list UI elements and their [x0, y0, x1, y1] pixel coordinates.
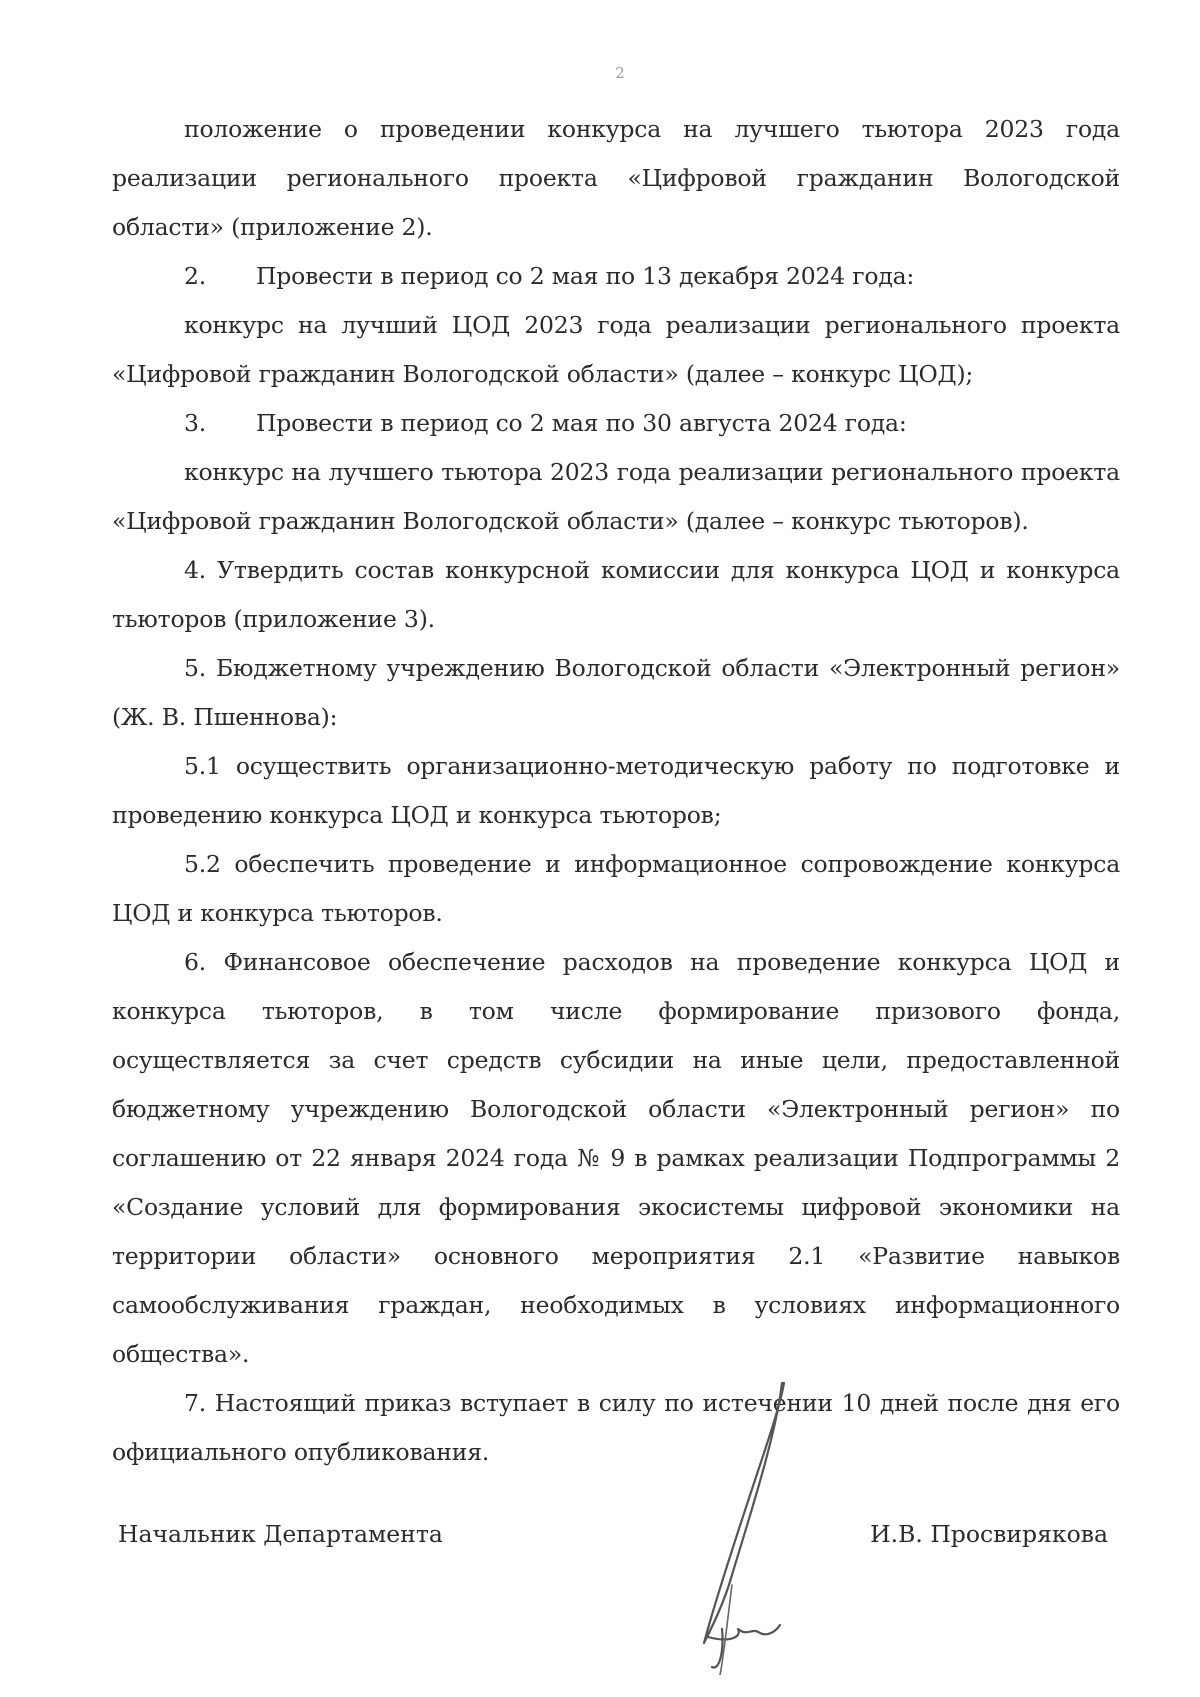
paragraph-item-4: 4. Утвердить состав конкурсной комиссии для конкурса ЦОД и конкурса тьюторов (приложение 3).: [112, 556, 1120, 633]
paragraph-item-5: 5. Бюджетному учреждению Вологодской области «Электронный регион» (Ж. В. Пшеннова):: [112, 654, 1120, 731]
item-3-number: 3.: [184, 409, 207, 437]
handwritten-signature: [690, 1375, 810, 1675]
item-2-number: 2.: [184, 262, 207, 290]
item-3: [112, 399, 1120, 448]
paragraph-contest-tutors: конкурс на лучшего тьютора 2023 года реализации регионального проекта «Цифровой гражданин Вологодской области» (далее – конкурс тьюторов).: [112, 458, 1120, 535]
paragraph-contest-cod: конкурс на лучший ЦОД 2023 года реализации регионального проекта «Цифровой гражданин Вологодской области» (далее – конкурс ЦОД);: [112, 311, 1120, 388]
paragraph-regulation-tutor: положение о проведении конкурса на лучшего тьютора 2023 года реализации регионального проекта «Цифровой гражданин Вологодской области» (приложение 2).: [112, 115, 1120, 241]
item-2: [112, 252, 1120, 301]
item-3-text: Провести в период со 2 мая по 30 августа 2024 года:: [256, 409, 907, 437]
paragraph-item-6: 6. Финансовое обеспечение расходов на проведение конкурса ЦОД и конкурса тьюторов, в том числе формирование призового фонда, осуществляется за счет средств субсидии на иные цели, предоставленной бюджетному учреждению Вологодской области «Электронный регион» по соглашению от 22 января 2024 года № 9 в рамках реализации Подпрограммы 2 «Создание условий для формирования экосистемы цифровой экономики на территории области» основного мероприятия 2.1 «Развитие навыков самообслуживания граждан, необходимых в условиях информационного общества».: [112, 948, 1120, 1368]
paragraph-item-5-2: 5.2 обеспечить проведение и информационное сопровождение конкурса ЦОД и конкурса тьюторов.: [112, 850, 1120, 927]
signer-name: И.В. Просвирякова: [870, 1520, 1108, 1548]
signer-title: Начальник Департамента: [118, 1520, 443, 1548]
document-body: [112, 105, 1120, 1477]
item-2-text: Провести в период со 2 мая по 13 декабря 2024 года:: [256, 262, 915, 290]
paragraph-item-5-1: 5.1 осуществить организационно-методическую работу по подготовке и проведению конкурса ЦОД и конкурса тьюторов;: [112, 752, 1120, 829]
paragraph-item-7: 7. Настоящий приказ вступает в силу по истечении 10 дней после дня его официального опубликования.: [112, 1389, 1120, 1466]
page-number: 2: [615, 64, 625, 82]
